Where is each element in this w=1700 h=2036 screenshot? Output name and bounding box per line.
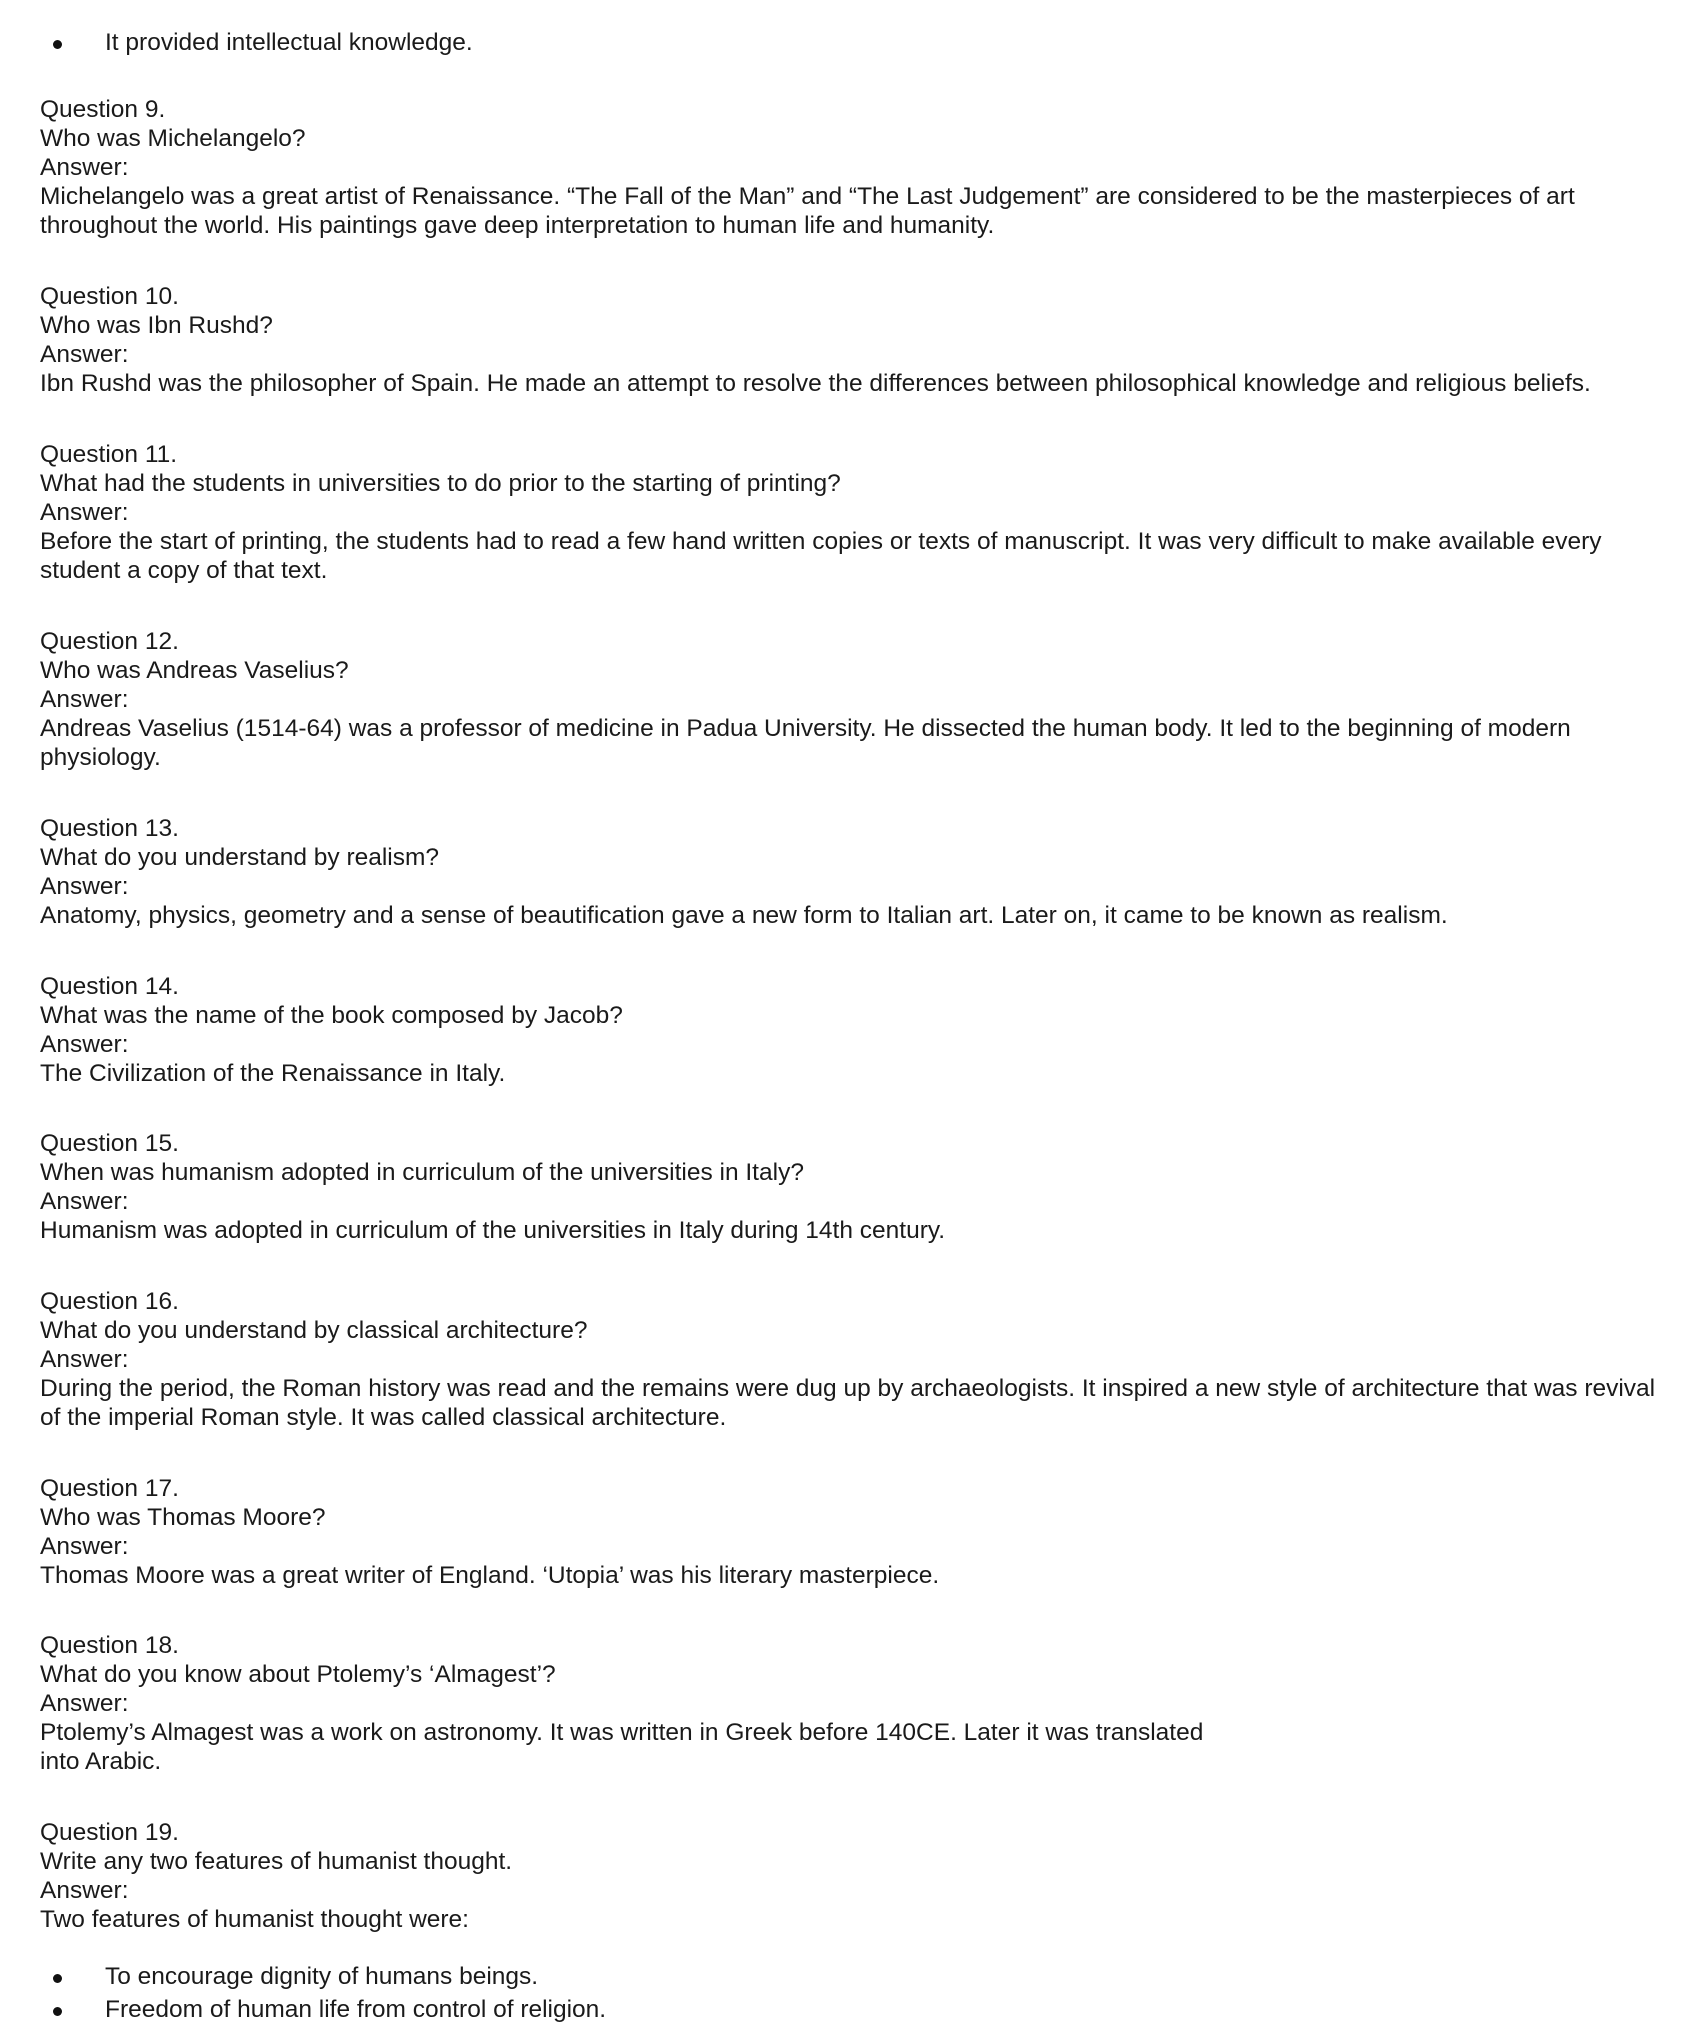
question-block-12 [40, 627, 1680, 772]
bullet-text: It provided intellectual knowledge. [105, 29, 473, 56]
list-item [40, 1995, 606, 2028]
question-block-16 [40, 1287, 1680, 1432]
question-text: What do you understand by realism? [40, 844, 440, 871]
list-item [40, 1962, 606, 1995]
question-block-14 [40, 972, 1680, 1088]
question-number: Question 15. [40, 1130, 179, 1157]
answer-label: Answer: [40, 154, 129, 181]
answer-label: Answer: [40, 1690, 129, 1717]
question-block-11 [40, 440, 1680, 585]
answer-text: Humanism was adopted in curriculum of the universities in Italy during 14th century. [40, 1217, 946, 1244]
answer-text: Michelangelo was a great artist of Renaissance. “The Fall of the Man” and “The Last Judgement” are considered to be the masterpieces of art throughout the world. His paintings gave deep interpretation to human life and humanity. [40, 183, 1575, 239]
bullet-text: Freedom of human life from control of religion. [105, 1996, 607, 2023]
question-number: Question 10. [40, 283, 179, 310]
question-number: Question 17. [40, 1475, 179, 1502]
bottom-bullet-list [40, 1962, 606, 2028]
question-text: Write any two features of humanist thought. [40, 1848, 513, 1875]
answer-text: Thomas Moore was a great writer of England. ‘Utopia’ was his literary masterpiece. [40, 1562, 940, 1589]
bullet-icon [53, 1974, 62, 1983]
question-number: Question 12. [40, 628, 179, 655]
question-block-9 [40, 95, 1680, 240]
answer-text: Two features of humanist thought were: [40, 1906, 469, 1933]
answer-text-line: Ptolemy’s Almagest was a work on astronomy. It was written in Greek before 140CE. Later it was translated [40, 1719, 1204, 1746]
question-block-17 [40, 1474, 1680, 1590]
question-text: What do you understand by classical architecture? [40, 1317, 588, 1344]
answer-text: Anatomy, physics, geometry and a sense of beautification gave a new form to Italian art. Later on, it came to be known as realism. [40, 902, 1448, 929]
answer-label: Answer: [40, 873, 129, 900]
question-block-18 [40, 1631, 1680, 1776]
question-text: Who was Ibn Rushd? [40, 312, 273, 339]
question-block-15 [40, 1129, 1680, 1245]
answer-text: During the period, the Roman history was read and the remains were dug up by archaeologists. It inspired a new style of architecture that was revival of the imperial Roman style. It was called classical architecture. [40, 1375, 1656, 1431]
question-text: Who was Michelangelo? [40, 125, 306, 152]
question-number: Question 13. [40, 815, 179, 842]
question-text: What had the students in universities to do prior to the starting of printing? [40, 470, 841, 497]
question-block-10 [40, 282, 1680, 398]
question-number: Question 16. [40, 1288, 179, 1315]
answer-label: Answer: [40, 341, 129, 368]
question-text: Who was Andreas Vaselius? [40, 657, 349, 684]
answer-label: Answer: [40, 1031, 129, 1058]
answer-text-line: into Arabic. [40, 1748, 162, 1775]
answer-text: The Civilization of the Renaissance in Italy. [40, 1060, 506, 1087]
answer-text: Andreas Vaselius (1514-64) was a professor of medicine in Padua University. He dissected the human body. It led to the beginning of modern physiology. [40, 715, 1571, 771]
question-number: Question 18. [40, 1632, 179, 1659]
bullet-icon [53, 2007, 62, 2016]
answer-label: Answer: [40, 1188, 129, 1215]
top-bullet-list [40, 28, 473, 61]
question-number: Question 9. [40, 96, 166, 123]
question-block-13 [40, 814, 1680, 930]
answer-text: Ibn Rushd was the philosopher of Spain. He made an attempt to resolve the differences between philosophical knowledge and religious beliefs. [40, 370, 1591, 397]
question-number: Question 11. [40, 441, 178, 468]
question-number: Question 14. [40, 973, 179, 1000]
question-block-19 [40, 1818, 1680, 1934]
question-text: When was humanism adopted in curriculum of the universities in Italy? [40, 1159, 804, 1186]
answer-label: Answer: [40, 499, 129, 526]
answer-label: Answer: [40, 1877, 129, 1904]
bullet-icon [53, 40, 62, 49]
answer-label: Answer: [40, 686, 129, 713]
bullet-text: To encourage dignity of humans beings. [105, 1963, 539, 1990]
answer-text: Before the start of printing, the students had to read a few hand written copies or texts of manuscript. It was very difficult to make available every student a copy of that text. [40, 528, 1602, 584]
answer-label: Answer: [40, 1346, 129, 1373]
question-text: Who was Thomas Moore? [40, 1504, 326, 1531]
question-text: What was the name of the book composed by Jacob? [40, 1002, 623, 1029]
answer-label: Answer: [40, 1533, 129, 1560]
question-text: What do you know about Ptolemy’s ‘Almagest’? [40, 1661, 556, 1688]
question-number: Question 19. [40, 1819, 179, 1846]
list-item [40, 28, 473, 61]
